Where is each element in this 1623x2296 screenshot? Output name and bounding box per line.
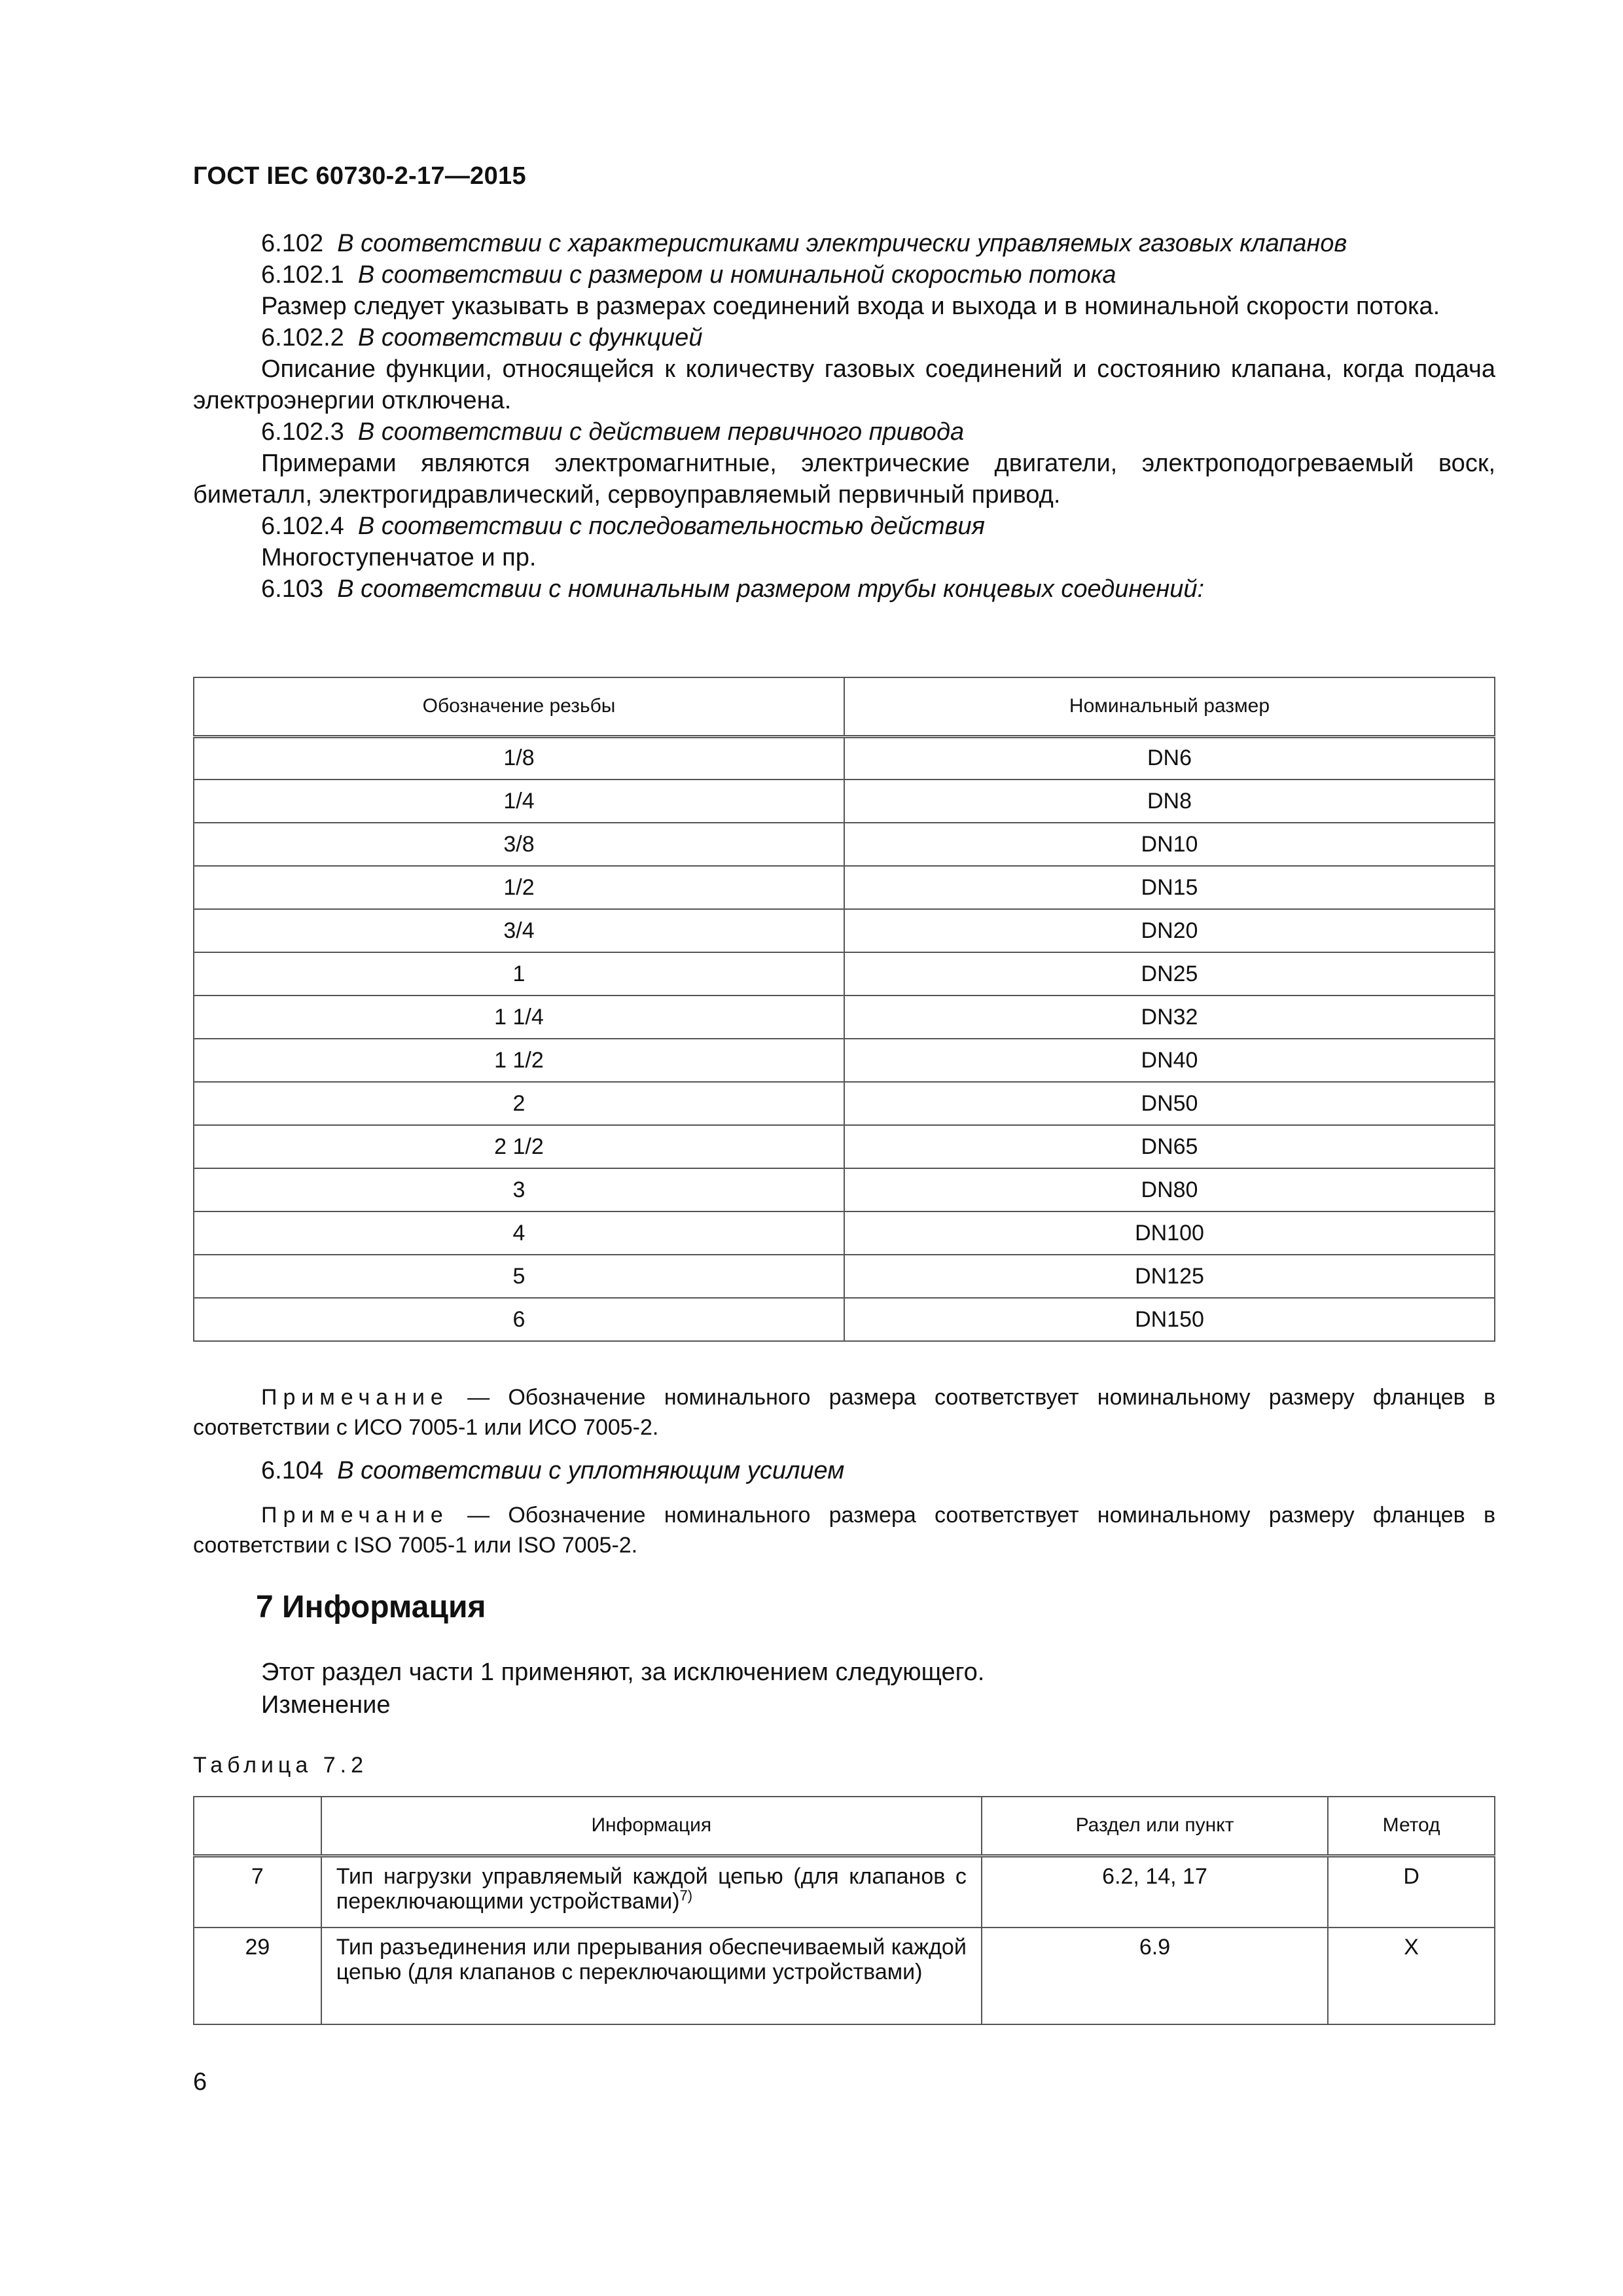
table-cell: 6 — [194, 1298, 844, 1341]
clause-6-102-2: 6.102.2 В соответствии с функцией — [261, 324, 703, 351]
table-cell: 4 — [194, 1211, 844, 1255]
document-header: ГОСТ IEC 60730-2-17—2015 — [193, 162, 526, 190]
table-row — [194, 1211, 1495, 1255]
table-cell: 1 1/4 — [194, 996, 844, 1039]
table-header-row — [194, 677, 1495, 736]
column-header: Обозначение резьбы — [194, 677, 844, 736]
table-cell: DN10 — [844, 823, 1495, 866]
table-row — [194, 780, 1495, 823]
column-header: Номинальный размер — [844, 677, 1495, 736]
table-cell: D — [1328, 1856, 1495, 1928]
clause-6-102-3-body: Примерами являются электромагнитные, электрические двигатели, электроподогреваемый воск, биметалл, электрогидравлический, сервоуправляемый первичный привод. — [193, 450, 1495, 509]
table-row — [194, 1168, 1495, 1211]
note-1: Примечание — Обозначение номинального размера соответствует номинальному размеру фланцев в соответствии с ИСО 7005-1 или ИСО 7005-2. — [193, 1385, 1496, 1440]
table-row — [194, 1298, 1495, 1341]
note-label: Примечание — [261, 1385, 449, 1410]
table-cell: Тип нагрузки управляемый каждой цепью (для клапанов с переключающими устройствами)$^{7)}$ — [321, 1856, 982, 1928]
table-cell: 5 — [194, 1255, 844, 1298]
table-cell: DN32 — [844, 996, 1495, 1039]
table-row — [194, 1125, 1495, 1168]
table-cell: 1 — [194, 952, 844, 996]
table-row — [194, 996, 1495, 1039]
intro-text: Этот раздел части 1 применяют, за исключением следующего. — [261, 1659, 985, 1686]
section-7-title: 7 Информация — [256, 1590, 486, 1624]
table-cell: 3 — [194, 1168, 844, 1211]
table-header-row — [194, 1797, 1495, 1856]
table-cell: 2 1/2 — [194, 1125, 844, 1168]
table-row — [194, 1039, 1495, 1082]
table-row — [194, 1082, 1495, 1125]
column-header — [194, 1797, 321, 1856]
clauses-block — [193, 228, 1495, 605]
clause-6-103: 6.103 В соответствии с номинальным размером трубы концевых соединений: — [261, 575, 1205, 603]
table-cell: 6.9 — [982, 1928, 1328, 2024]
table-cell: 29 — [194, 1928, 321, 2024]
table-cell: DN100 — [844, 1211, 1495, 1255]
table-row — [194, 1856, 1495, 1928]
table-cell: DN20 — [844, 909, 1495, 952]
table-cell: DN80 — [844, 1168, 1495, 1211]
table-row — [194, 952, 1495, 996]
section-7-intro — [261, 1656, 984, 1721]
table-cell: DN150 — [844, 1298, 1495, 1341]
table-row — [194, 1928, 1495, 2024]
clause-6-102: 6.102 В соответствии с характеристиками электрически управляемых газовых клапанов — [261, 230, 1347, 257]
table-cell: Тип разъединения или прерывания обеспечиваемый каждой цепью (для клапанов с переключающими устройствами) — [321, 1928, 982, 2024]
table-7-2-caption: Таблица 7.2 — [193, 1753, 368, 1778]
table-cell: 1/4 — [194, 780, 844, 823]
table-row — [194, 909, 1495, 952]
table-row — [194, 823, 1495, 866]
table-cell: 3/8 — [194, 823, 844, 866]
clause-6-102-1: 6.102.1 В соответствии с размером и номинальной скоростью потока — [261, 261, 1116, 289]
table-7-2 — [193, 1796, 1495, 2025]
table-cell: DN65 — [844, 1125, 1495, 1168]
clause-6-102-1-body: Размер следует указывать в размерах соединений входа и выхода и в номинальной скорости потока. — [261, 293, 1440, 320]
note-label: Примечание — [261, 1503, 449, 1528]
table-cell: 1 1/2 — [194, 1039, 844, 1082]
table-cell: DN50 — [844, 1082, 1495, 1125]
table-cell: DN40 — [844, 1039, 1495, 1082]
clause-6-102-4: 6.102.4 В соответствии с последовательностью действия — [261, 512, 985, 540]
table-cell: DN8 — [844, 780, 1495, 823]
column-header: Метод — [1328, 1797, 1495, 1856]
clause-6-102-3: 6.102.3 В соответствии с действием первичного привода — [261, 418, 965, 446]
table-cell: 1/8 — [194, 736, 844, 780]
table-row — [194, 1255, 1495, 1298]
table-row — [194, 736, 1495, 780]
clause-6-102-2-body: Описание функции, относящейся к количеству газовых соединений и состоянию клапана, когда подача электроэнергии отключена. — [193, 355, 1495, 414]
table-cell: 2 — [194, 1082, 844, 1125]
column-header: Информация — [321, 1797, 982, 1856]
note-2: Примечание — Обозначение номинального размера соответствует номинальному размеру фланцев в соответствии с ISO 7005-1 или ISO 7005-2. — [193, 1503, 1496, 1558]
clause-6-102-4-body: Многоступенчатое и пр. — [261, 544, 537, 571]
table-cell: X — [1328, 1928, 1495, 2024]
footnote-ref: 7) — [679, 1887, 693, 1904]
table-cell: 1/2 — [194, 866, 844, 909]
clause-6-104: 6.104 В соответствии с уплотняющим усилием — [261, 1457, 845, 1484]
table-cell: DN25 — [844, 952, 1495, 996]
table-cell: DN15 — [844, 866, 1495, 909]
table-cell: 3/4 — [194, 909, 844, 952]
table-row — [194, 866, 1495, 909]
table-cell: 7 — [194, 1856, 321, 1928]
page-number: 6 — [193, 2068, 207, 2096]
column-header: Раздел или пункт — [982, 1797, 1328, 1856]
table-cell: 6.2, 14, 17 — [982, 1856, 1328, 1928]
table-cell: DN6 — [844, 736, 1495, 780]
change-text: Изменение — [261, 1691, 391, 1719]
table-cell: DN125 — [844, 1255, 1495, 1298]
thread-size-table — [193, 677, 1495, 1342]
